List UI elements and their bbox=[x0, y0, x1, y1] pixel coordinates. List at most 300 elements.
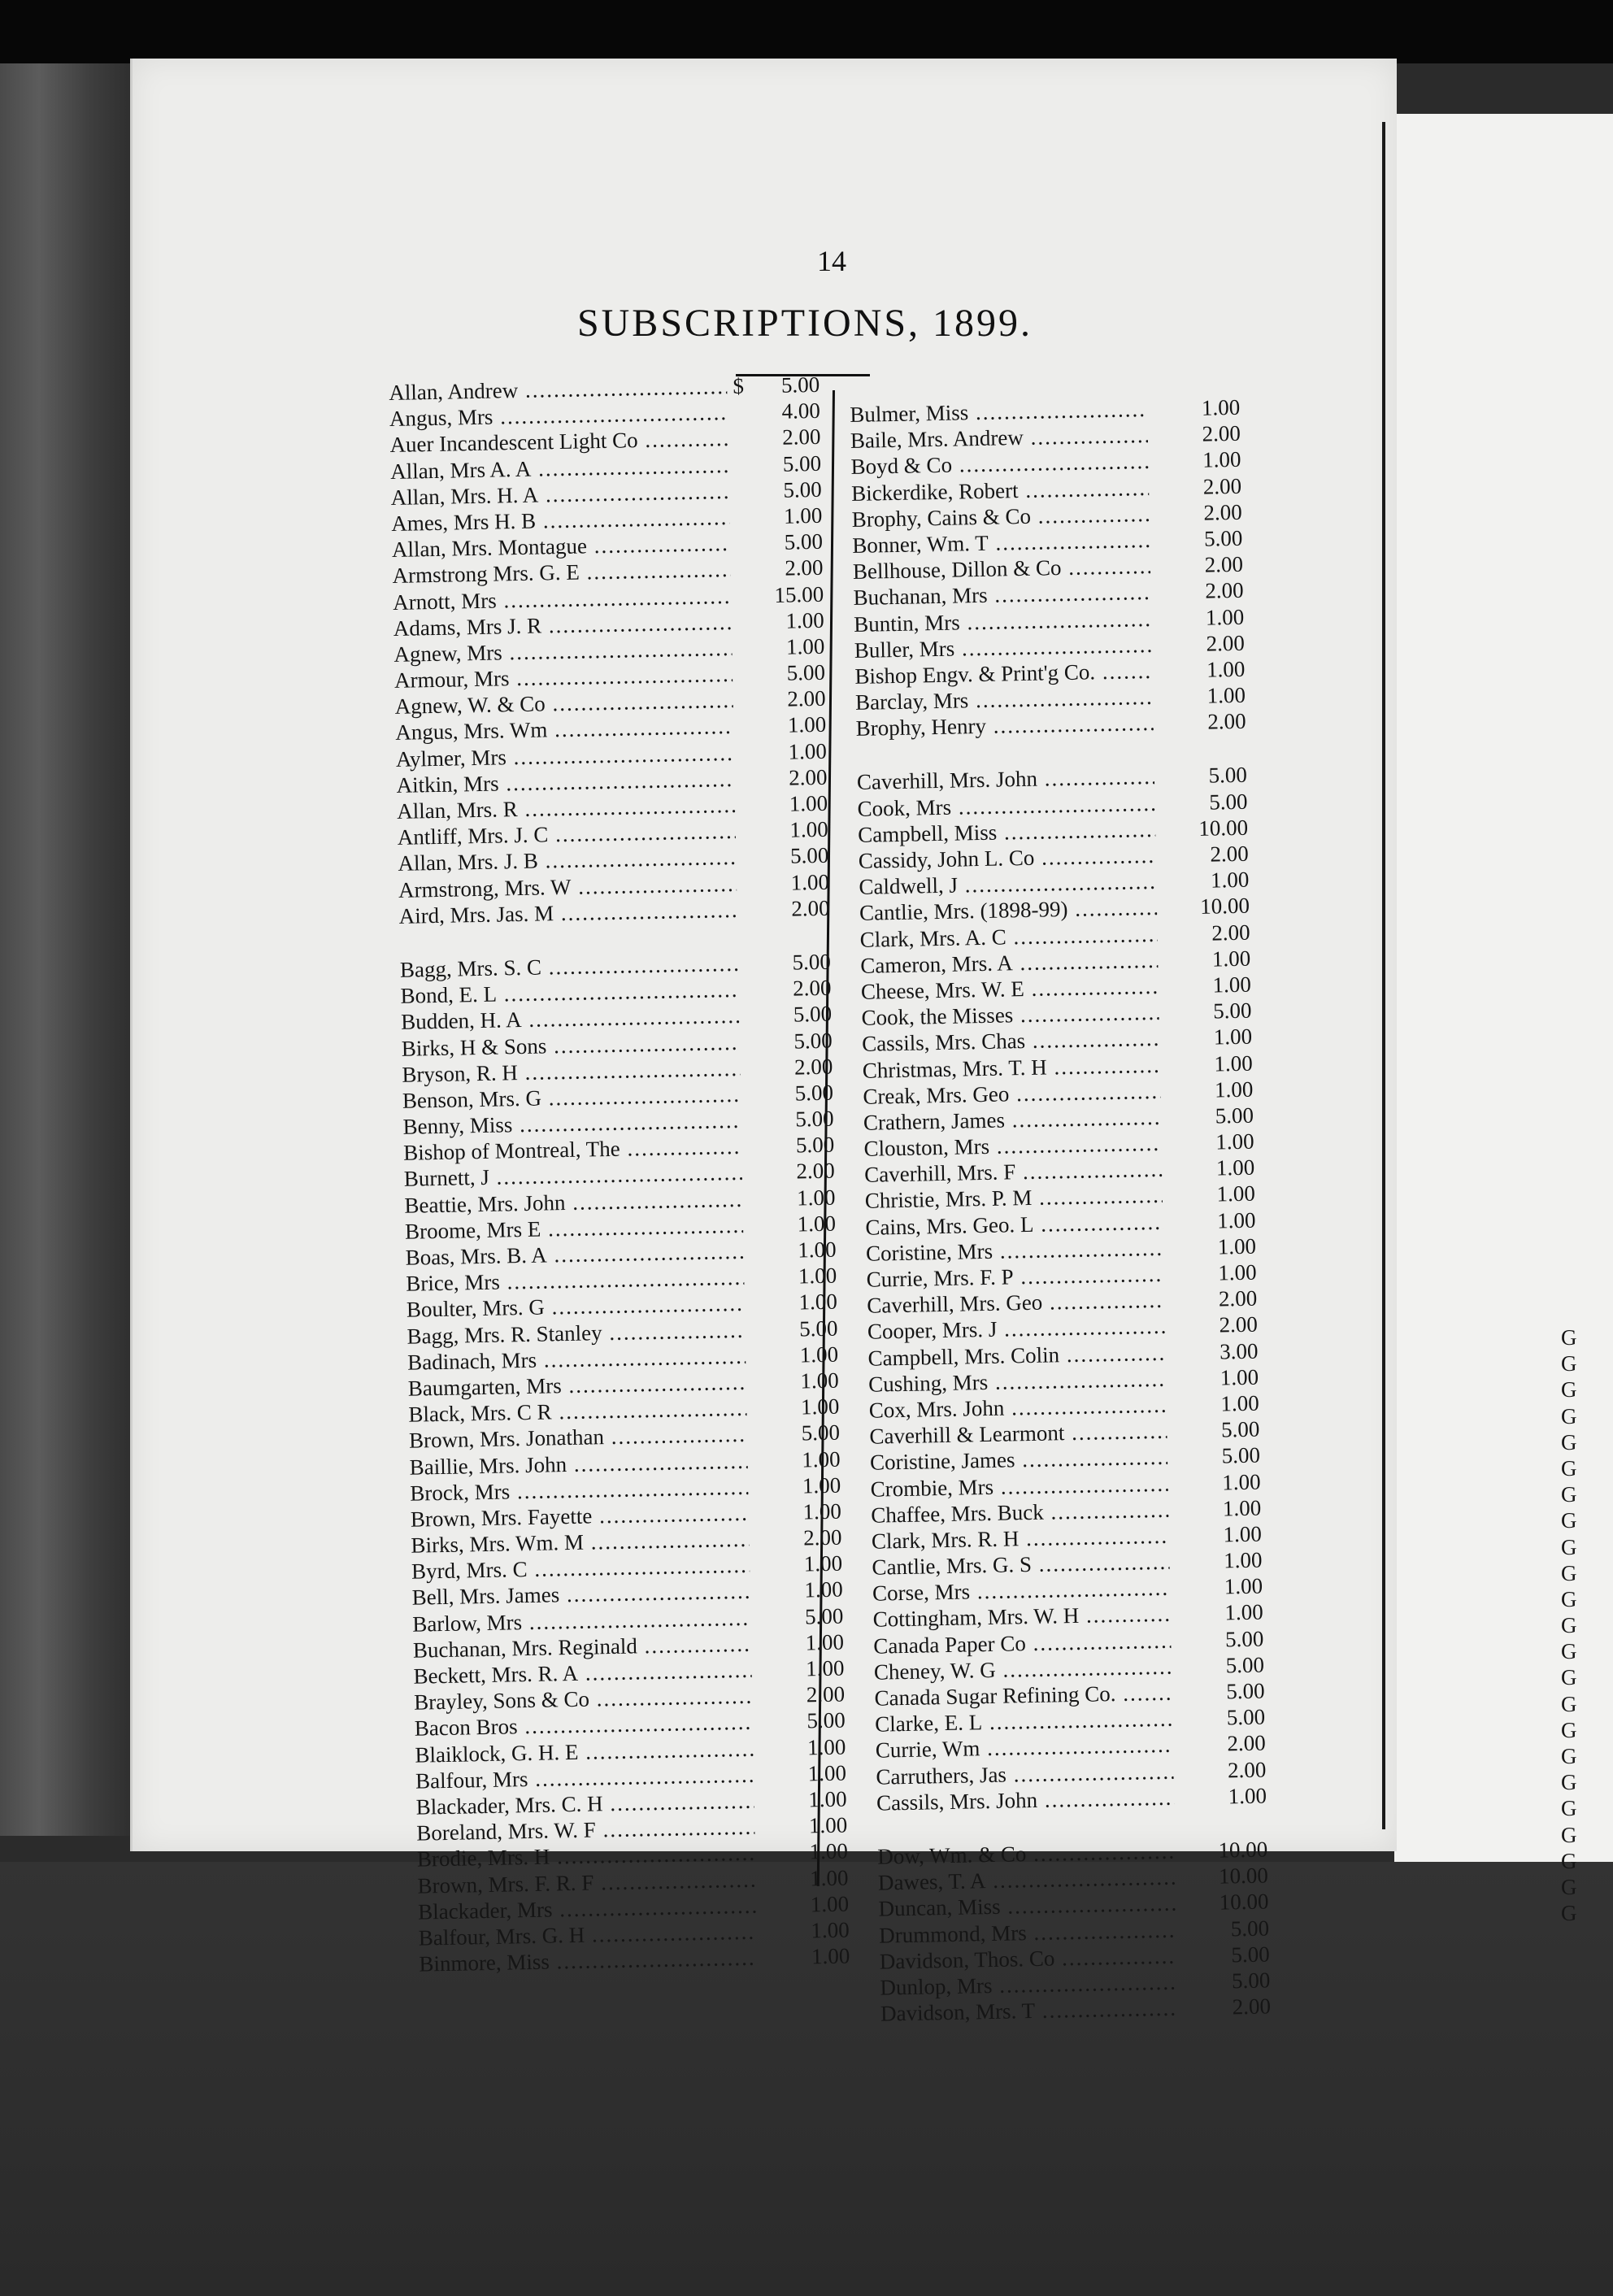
currency-symbol bbox=[1174, 1804, 1197, 1805]
currency-symbol bbox=[1168, 1516, 1191, 1517]
subscription-amount: 1.00 bbox=[798, 1289, 838, 1315]
facing-page-letter: G bbox=[1561, 1586, 1577, 1611]
subscriber-name: Antliff, Mrs. J. C ..... bbox=[398, 819, 737, 850]
subscriber-name: Barlow, Mrs ..... bbox=[412, 1605, 751, 1637]
currency-symbol bbox=[739, 996, 762, 997]
subscriber-name: Arnott, Mrs ..... bbox=[393, 583, 732, 615]
subscriber-name: Bickerdike, Robert ..... bbox=[851, 476, 1150, 507]
currency-symbol bbox=[1166, 1385, 1189, 1386]
subscriber-name: Campbell, Miss ..... bbox=[858, 817, 1156, 848]
subscription-amount: 10.00 bbox=[1219, 1889, 1269, 1915]
currency-symbol bbox=[1172, 1725, 1195, 1726]
subscriber-name: Buller, Mrs ..... bbox=[854, 633, 1153, 663]
facing-page-letter: G bbox=[1561, 1691, 1577, 1716]
facing-page-letter: G bbox=[1561, 1744, 1577, 1768]
currency-symbol bbox=[1169, 1542, 1192, 1543]
subscription-amount: 1.00 bbox=[803, 1550, 843, 1576]
subscription-amount: 1.00 bbox=[1224, 1599, 1263, 1625]
subscription-amount: 5.00 bbox=[782, 450, 822, 476]
subscriber-name: Agnew, W. & Co ..... bbox=[394, 688, 733, 720]
currency-symbol bbox=[756, 1912, 779, 1913]
subscription-amount: 5.00 bbox=[1221, 1442, 1261, 1468]
currency-symbol bbox=[1155, 836, 1178, 837]
currency-symbol bbox=[741, 1101, 763, 1102]
subscription-amount: 4.00 bbox=[781, 398, 821, 424]
subscriber-name: Chaffee, Mrs. Buck ..... bbox=[871, 1497, 1169, 1528]
subscriber-name: Cantlie, Mrs. (1898-99) ..... bbox=[859, 895, 1158, 926]
subscriber-name: Brock, Mrs ..... bbox=[410, 1474, 749, 1506]
subscriber-name: Buchanan, Mrs ..... bbox=[853, 580, 1151, 611]
currency-symbol bbox=[1166, 1359, 1189, 1360]
subscription-amount: 5.00 bbox=[792, 949, 832, 975]
subscription-amount: 1.00 bbox=[802, 1472, 841, 1498]
facing-page-letter: G bbox=[1561, 1560, 1577, 1585]
facing-page-letter: G bbox=[1561, 1796, 1577, 1821]
subscription-amount: 2.00 bbox=[1218, 1285, 1258, 1311]
subscriptions-right-column bbox=[850, 395, 1271, 2028]
subscriber-name: Adams, Mrs J. R ..... bbox=[393, 610, 733, 641]
currency-symbol bbox=[1154, 730, 1176, 731]
subscription-amount: 2.00 bbox=[781, 424, 821, 450]
subscriber-name: Crathern, James ..... bbox=[863, 1105, 1162, 1136]
subscriber-name: Byrd, Mrs. C ..... bbox=[411, 1553, 750, 1585]
facing-page-letter: G bbox=[1561, 1822, 1577, 1847]
subscriber-name: Birks, H & Sons ..... bbox=[401, 1029, 740, 1061]
subscriber-name: Clarke, E. L ..... bbox=[875, 1707, 1173, 1737]
currency-symbol bbox=[1150, 520, 1172, 521]
subscriber-name: Cottingham, Mrs. W. H ..... bbox=[872, 1602, 1171, 1633]
subscription-amount: 2.00 bbox=[1210, 841, 1250, 867]
subscriber-name: Cassils, Mrs. John ..... bbox=[876, 1785, 1175, 1815]
currency-symbol: $ bbox=[733, 373, 745, 398]
subscription-amount: 1.00 bbox=[785, 607, 825, 633]
subscriber-name: Balfour, Mrs ..... bbox=[415, 1762, 754, 1794]
subscriptions-left-column bbox=[389, 372, 850, 1978]
subscriber-name: Allan, Mrs. R ..... bbox=[397, 793, 736, 824]
facing-page-letter: G bbox=[1561, 1717, 1577, 1742]
subscription-amount: 2.00 bbox=[806, 1681, 846, 1707]
subscription-amount: 1.00 bbox=[811, 1917, 850, 1943]
subscription-amount: 1.00 bbox=[1217, 1233, 1257, 1259]
currency-symbol bbox=[757, 1964, 780, 1965]
facing-page-letter: G bbox=[1561, 1403, 1577, 1428]
currency-symbol bbox=[1167, 1437, 1190, 1438]
subscription-amount: 2.00 bbox=[1202, 473, 1242, 499]
currency-symbol bbox=[757, 1938, 780, 1939]
page-gutter bbox=[1382, 122, 1385, 1829]
subscription-amount: 5.00 bbox=[789, 843, 829, 868]
subscription-amount: 5.00 bbox=[1220, 1416, 1260, 1442]
facing-page-letter: G bbox=[1561, 1665, 1577, 1690]
subscriber-name: Caverhill, Mrs. Geo ..... bbox=[867, 1288, 1165, 1319]
subscriber-name: Caldwell, J ..... bbox=[859, 869, 1157, 900]
currency-symbol bbox=[1176, 1884, 1198, 1885]
subscriber-name: Bishop Engv. & Print'g Co. ..... bbox=[854, 659, 1153, 689]
subscriber-name: Bulmer, Miss ..... bbox=[850, 397, 1148, 428]
subscriber-name: Cheese, Mrs. W. E ..... bbox=[861, 974, 1159, 1005]
subscription-amount: 5.00 bbox=[806, 1707, 846, 1733]
subscriber-name: Cameron, Mrs. A ..... bbox=[860, 948, 1159, 979]
subscriber-name: Buchanan, Mrs. Reginald ..... bbox=[413, 1632, 752, 1663]
currency-symbol bbox=[1172, 1699, 1195, 1700]
subscriber-name: Black, Mrs. C R ..... bbox=[408, 1396, 747, 1428]
subscriber-name: Brice, Mrs ..... bbox=[406, 1265, 745, 1297]
subscription-amount: 5.00 bbox=[1230, 1915, 1270, 1941]
subscription-amount: 1.00 bbox=[808, 1812, 848, 1838]
currency-symbol bbox=[755, 1859, 778, 1860]
subscription-amount: 1.00 bbox=[1211, 946, 1251, 972]
subscription-amount: 10.00 bbox=[1218, 1863, 1269, 1889]
currency-symbol bbox=[740, 1049, 763, 1050]
currency-symbol bbox=[1159, 1019, 1182, 1020]
subscriber-name: Brown, Mrs. Jonathan ..... bbox=[409, 1422, 748, 1454]
subscription-amount: 1.00 bbox=[1218, 1259, 1257, 1285]
currency-symbol bbox=[1147, 415, 1170, 416]
subscription-amount: 1.00 bbox=[802, 1446, 841, 1472]
currency-symbol bbox=[1163, 1202, 1185, 1203]
subscription-amount: 1.00 bbox=[1216, 1181, 1256, 1207]
currency-symbol bbox=[1174, 1778, 1197, 1779]
currency-symbol bbox=[1154, 784, 1177, 785]
subscriber-name: Aird, Mrs. Jas. M ..... bbox=[398, 898, 737, 929]
subscription-amount: 2.00 bbox=[1204, 578, 1244, 603]
subscription-amount: 2.00 bbox=[796, 1159, 836, 1184]
subscription-amount: 5.00 bbox=[783, 476, 822, 502]
subscription-amount: 1.00 bbox=[810, 1891, 850, 1917]
subscriber-name: Bagg, Mrs. R. Stanley ..... bbox=[407, 1317, 746, 1349]
subscriber-name: Clark, Mrs. A. C ..... bbox=[859, 921, 1158, 952]
subscription-amount: 5.00 bbox=[793, 1028, 833, 1054]
subscriber-name: Blaiklock, G. H. E ..... bbox=[415, 1736, 754, 1768]
subscriber-name: Cassidy, John L. Co ..... bbox=[859, 843, 1157, 874]
subscriber-name: Allan, Mrs A. A ..... bbox=[390, 453, 729, 485]
currency-symbol bbox=[734, 759, 757, 760]
facing-page-fragment bbox=[1561, 1325, 1577, 1927]
currency-symbol bbox=[737, 864, 759, 865]
facing-page-letter: G bbox=[1561, 1429, 1577, 1455]
subscriber-name: Duncan, Miss ..... bbox=[878, 1891, 1176, 1922]
subscription-amount: 2.00 bbox=[802, 1524, 842, 1550]
subscriber-name: Coristine, Mrs ..... bbox=[866, 1236, 1164, 1267]
subscription-amount: 1.00 bbox=[800, 1394, 840, 1420]
currency-symbol bbox=[735, 811, 758, 812]
subscriber-name: Cushing, Mrs ..... bbox=[868, 1367, 1167, 1398]
subscriber-name: Auer Incandescent Light Co ..... bbox=[389, 426, 728, 458]
subscriber-name: Barclay, Mrs ..... bbox=[855, 685, 1154, 715]
currency-symbol bbox=[1171, 1621, 1193, 1622]
subscriber-name: Currie, Mrs. F. P ..... bbox=[866, 1262, 1164, 1293]
subscriber-name: Allan, Mrs. Montague ..... bbox=[392, 531, 731, 563]
subscriber-name: Armstrong, Mrs. W ..... bbox=[398, 871, 737, 902]
currency-symbol bbox=[1173, 1752, 1196, 1753]
subscription-amount: 5.00 bbox=[1231, 1942, 1271, 1968]
subscription-amount: 5.00 bbox=[794, 1080, 834, 1106]
currency-symbol bbox=[737, 890, 759, 891]
subscription-amount: 1.00 bbox=[788, 738, 828, 764]
subscriber-name: Corse, Mrs ..... bbox=[872, 1576, 1171, 1607]
subscriber-name: Baumgarten, Mrs ..... bbox=[408, 1370, 747, 1402]
subscription-amount: 2.00 bbox=[1206, 630, 1246, 656]
subscriber-name: Burnett, J ..... bbox=[404, 1160, 743, 1192]
currency-symbol bbox=[733, 654, 755, 655]
subscription-amount: 1.00 bbox=[1206, 656, 1246, 682]
subscriber-name: Angus, Mrs ..... bbox=[389, 400, 728, 432]
currency-symbol bbox=[742, 1180, 765, 1181]
subscriber-name: Cox, Mrs. John ..... bbox=[869, 1393, 1167, 1424]
currency-symbol bbox=[1163, 1228, 1186, 1229]
subscription-amount: 5.00 bbox=[1224, 1626, 1264, 1652]
facing-page-letter: G bbox=[1561, 1325, 1577, 1350]
subscriber-name: Cooper, Mrs. J ..... bbox=[867, 1314, 1166, 1345]
subscriber-name: Coristine, James ..... bbox=[870, 1445, 1168, 1476]
subscription-amount: 5.00 bbox=[798, 1315, 838, 1342]
subscriber-name: Broome, Mrs E ..... bbox=[405, 1213, 744, 1245]
subscription-amount: 2.00 bbox=[791, 895, 830, 921]
subscriber-name: Brayley, Sons & Co ..... bbox=[414, 1684, 753, 1715]
subscriber-name: Dow, Wm. & Co ..... bbox=[877, 1839, 1176, 1870]
subscriber-name: Boreland, Mrs. W. F ..... bbox=[416, 1815, 755, 1846]
subscription-amount: 5.00 bbox=[1208, 789, 1248, 815]
currency-symbol bbox=[1156, 862, 1179, 863]
currency-symbol bbox=[1159, 993, 1181, 994]
facing-page-letter: G bbox=[1561, 1901, 1577, 1926]
currency-symbol bbox=[1155, 810, 1178, 811]
currency-symbol bbox=[1153, 677, 1176, 678]
subscription-amount: 5.00 bbox=[795, 1132, 835, 1158]
subscription-amount: 2.00 bbox=[792, 975, 832, 1001]
currency-symbol bbox=[1167, 1411, 1189, 1412]
subscriber-name: Cains, Mrs. Geo. L ..... bbox=[865, 1209, 1163, 1240]
subscriber-name: Armour, Mrs ..... bbox=[394, 662, 733, 694]
subscription-amount: 5.00 bbox=[1225, 1678, 1265, 1704]
currency-symbol bbox=[752, 1676, 775, 1677]
subscription-amount: 1.00 bbox=[1223, 1521, 1263, 1547]
subscription-amount: 5.00 bbox=[794, 1106, 834, 1132]
currency-symbol bbox=[754, 1781, 776, 1782]
subscriber-name: Beckett, Mrs. R. A ..... bbox=[413, 1658, 752, 1689]
page-number: 14 bbox=[817, 245, 846, 277]
currency-symbol bbox=[736, 838, 759, 839]
subscriber-name: Angus, Mrs. Wm ..... bbox=[395, 714, 734, 746]
subscriber-name: Creak, Mrs. Geo ..... bbox=[863, 1079, 1161, 1110]
subscriber-name: Christie, Mrs. P. M ..... bbox=[865, 1183, 1163, 1214]
subscriber-name: Blackader, Mrs. C. H ..... bbox=[415, 1789, 754, 1820]
subscription-amount: 5.00 bbox=[804, 1603, 844, 1629]
currency-symbol bbox=[738, 970, 761, 971]
subscription-amount: 2.00 bbox=[1207, 708, 1246, 734]
subscriber-name: Campbell, Mrs. Colin ..... bbox=[867, 1340, 1166, 1371]
facing-page-letter: G bbox=[1561, 1639, 1577, 1664]
facing-page-letter: G bbox=[1561, 1455, 1577, 1481]
subscriber-name: Buntin, Mrs ..... bbox=[854, 606, 1152, 637]
facing-page-letter: G bbox=[1561, 1534, 1577, 1559]
currency-symbol bbox=[1171, 1647, 1193, 1648]
subscription-amount: 2.00 bbox=[1227, 1730, 1267, 1756]
subscriber-name: Caverhill & Learmont ..... bbox=[869, 1419, 1167, 1450]
subscriber-name: Aitkin, Mrs ..... bbox=[396, 767, 735, 798]
subscription-amount: 3.00 bbox=[1219, 1338, 1259, 1364]
subscriber-name: Boulter, Mrs. G ..... bbox=[407, 1291, 746, 1323]
subscription-amount: 1.00 bbox=[1210, 867, 1250, 893]
subscriber-name: Brophy, Cains & Co ..... bbox=[851, 502, 1150, 533]
subscriber-name: Birks, Mrs. Wm. M ..... bbox=[411, 1527, 750, 1559]
subscriber-name: Bond, E. L ..... bbox=[400, 977, 739, 1009]
subscription-amount: 1.00 bbox=[796, 1185, 836, 1211]
subscription-amount: 1.00 bbox=[1202, 447, 1241, 473]
subscription-amount: 2.00 bbox=[1232, 1994, 1272, 2020]
currency-symbol bbox=[1149, 468, 1172, 469]
subscriber-name: Carruthers, Jas ..... bbox=[876, 1759, 1174, 1789]
currency-symbol bbox=[1151, 625, 1174, 626]
currency-symbol bbox=[1170, 1594, 1193, 1595]
currency-symbol bbox=[751, 1650, 774, 1651]
subscriber-name: Crombie, Mrs ..... bbox=[870, 1471, 1168, 1502]
facing-page bbox=[1394, 114, 1613, 1862]
subscription-amount: 1.00 bbox=[807, 1760, 847, 1786]
currency-symbol bbox=[733, 707, 756, 708]
subscription-amount: 1.00 bbox=[811, 1943, 850, 1969]
subscription-amount: 5.00 bbox=[1203, 525, 1243, 551]
subscriber-name: Bagg, Mrs. S. C ..... bbox=[400, 951, 739, 983]
subscription-amount: 2.00 bbox=[788, 764, 828, 790]
currency-symbol bbox=[754, 1833, 777, 1834]
subscriber-name: Canada Sugar Refining Co. ..... bbox=[874, 1681, 1172, 1711]
subscription-amount: 1.00 bbox=[1212, 972, 1252, 998]
scan-left-border bbox=[0, 63, 130, 1836]
subscription-amount: 1.00 bbox=[1213, 1024, 1253, 1050]
subscriber-name: Aylmer, Mrs ..... bbox=[396, 741, 735, 772]
subscriber-name: Brophy, Henry ..... bbox=[855, 711, 1154, 741]
subscriber-name: Davidson, Mrs. T ..... bbox=[880, 1996, 1179, 2027]
subscription-amount: 2.00 bbox=[1211, 920, 1250, 946]
currency-symbol bbox=[1158, 967, 1180, 968]
currency-symbol bbox=[1149, 494, 1172, 495]
subscription-amount: 1.00 bbox=[785, 633, 825, 659]
currency-symbol bbox=[741, 1154, 764, 1155]
currency-symbol bbox=[739, 1023, 762, 1024]
subscriber-name: Canada Paper Co ..... bbox=[873, 1628, 1172, 1659]
currency-symbol bbox=[743, 1232, 766, 1233]
currency-symbol bbox=[1150, 573, 1173, 574]
subscription-amount: 1.00 bbox=[799, 1342, 839, 1368]
subscription-amount: 5.00 bbox=[780, 372, 820, 398]
facing-page-letter: G bbox=[1561, 1848, 1577, 1873]
subscription-amount: 1.00 bbox=[1223, 1547, 1263, 1573]
subscriber-name: Baile, Mrs. Andrew ..... bbox=[850, 423, 1149, 454]
subscriber-name: Currie, Wm ..... bbox=[876, 1733, 1174, 1763]
subscriber-name: Christmas, Mrs. T. H ..... bbox=[862, 1052, 1160, 1083]
facing-page-letter: G bbox=[1561, 1874, 1577, 1899]
subscriber-name: Drummond, Mrs ..... bbox=[879, 1917, 1177, 1948]
currency-symbol bbox=[732, 628, 754, 629]
subscription-amount: 1.00 bbox=[1224, 1573, 1263, 1599]
subscription-amount: 1.00 bbox=[798, 1263, 837, 1289]
subscriber-name: Caverhill, Mrs. F ..... bbox=[864, 1157, 1163, 1188]
subscriber-name: Badinach, Mrs ..... bbox=[407, 1344, 746, 1376]
currency-symbol bbox=[737, 916, 760, 917]
subscriber-name: Agnew, Mrs ..... bbox=[393, 636, 733, 667]
currency-symbol bbox=[1150, 546, 1172, 547]
subscription-amount: 1.00 bbox=[1222, 1469, 1261, 1494]
subscription-amount: 1.00 bbox=[797, 1211, 837, 1237]
subscription-amount: 15.00 bbox=[774, 581, 824, 607]
subscription-amount: 5.00 bbox=[793, 1001, 833, 1027]
currency-symbol bbox=[1165, 1333, 1188, 1334]
subscription-amount: 1.00 bbox=[804, 1576, 843, 1602]
facing-page-letter: G bbox=[1561, 1351, 1577, 1376]
subscriber-name: Brown, Mrs. Fayette ..... bbox=[411, 1501, 750, 1533]
facing-page-letter: G bbox=[1561, 1770, 1577, 1795]
subscriber-name: Allan, Mrs. J. B ..... bbox=[398, 845, 737, 876]
subscription-amount: 10.00 bbox=[1198, 815, 1249, 841]
subscription-amount: 1.00 bbox=[1222, 1495, 1262, 1521]
subscription-amount: 1.00 bbox=[789, 790, 828, 816]
currency-symbol bbox=[741, 1127, 764, 1128]
subscription-amount: 5.00 bbox=[786, 659, 826, 685]
subscriber-name: Brodie, Mrs. H ..... bbox=[417, 1841, 756, 1872]
subscription-amount: 1.00 bbox=[1216, 1207, 1256, 1233]
subscription-amount: 1.00 bbox=[1215, 1128, 1254, 1155]
subscriber-name: Armstrong Mrs. G. E ..... bbox=[392, 557, 731, 589]
subscription-amount: 1.00 bbox=[802, 1498, 842, 1524]
subscription-amount: 1.00 bbox=[805, 1629, 845, 1655]
currency-symbol bbox=[744, 1258, 767, 1259]
subscription-amount: 1.00 bbox=[790, 869, 830, 895]
subscriber-name: Brown, Mrs. F. R. F ..... bbox=[417, 1867, 756, 1898]
subscription-amount: 1.00 bbox=[1206, 682, 1246, 708]
subscriber-name: Bell, Mrs. James ..... bbox=[411, 1579, 750, 1611]
subscription-amount: 1.00 bbox=[808, 1786, 847, 1812]
subscriber-name: Ames, Mrs H. B ..... bbox=[391, 505, 730, 537]
currency-symbol bbox=[754, 1755, 776, 1756]
subscription-amount: 1.00 bbox=[809, 1838, 849, 1864]
currency-symbol bbox=[1172, 1673, 1194, 1674]
currency-symbol bbox=[1151, 599, 1174, 600]
subscription-amount: 5.00 bbox=[1215, 1102, 1254, 1128]
subscription-amount: 5.00 bbox=[784, 528, 824, 554]
subscription-amount: 1.00 bbox=[783, 502, 823, 528]
currency-symbol bbox=[1175, 1858, 1198, 1859]
currency-symbol bbox=[1162, 1176, 1185, 1177]
subscription-amount: 1.00 bbox=[1205, 604, 1245, 630]
subscription-amount: 2.00 bbox=[784, 555, 824, 581]
currency-symbol bbox=[1176, 1910, 1199, 1911]
subscriber-name: Bellhouse, Dillon & Co ..... bbox=[853, 554, 1151, 585]
subscription-amount: 2.00 bbox=[1219, 1311, 1259, 1337]
subscriber-name: Cook, the Misses ..... bbox=[861, 1000, 1159, 1031]
currency-symbol bbox=[735, 785, 758, 786]
subscriber-name: Cassils, Mrs. Chas ..... bbox=[862, 1026, 1160, 1057]
currency-symbol bbox=[756, 1886, 779, 1887]
subscriber-name: Benny, Miss ..... bbox=[402, 1108, 741, 1140]
subscriber-name: Beattie, Mrs. John ..... bbox=[404, 1186, 743, 1218]
subscription-amount: 10.00 bbox=[1199, 894, 1250, 920]
currency-symbol bbox=[740, 1075, 763, 1076]
currency-symbol bbox=[731, 602, 754, 603]
subscriber-name: Baillie, Mrs. John ..... bbox=[409, 1448, 748, 1480]
subscription-amount: 2.00 bbox=[787, 686, 826, 711]
subscriber-name: Davidson, Thos. Co ..... bbox=[880, 1943, 1178, 1974]
subscriber-name: Allan, Andrew ..... bbox=[389, 374, 728, 406]
subscriber-name: Dawes, T. A ..... bbox=[878, 1865, 1176, 1896]
subscription-amount: 1.00 bbox=[1228, 1783, 1267, 1809]
currency-symbol bbox=[733, 733, 756, 734]
facing-page-letter: G bbox=[1561, 1377, 1577, 1402]
subscription-amount: 5.00 bbox=[801, 1420, 841, 1446]
subscriber-name: Benson, Mrs. G ..... bbox=[402, 1082, 741, 1114]
subscriber-name: Cantlie, Mrs. G. S ..... bbox=[872, 1550, 1170, 1581]
subscription-amount: 5.00 bbox=[1208, 763, 1248, 789]
